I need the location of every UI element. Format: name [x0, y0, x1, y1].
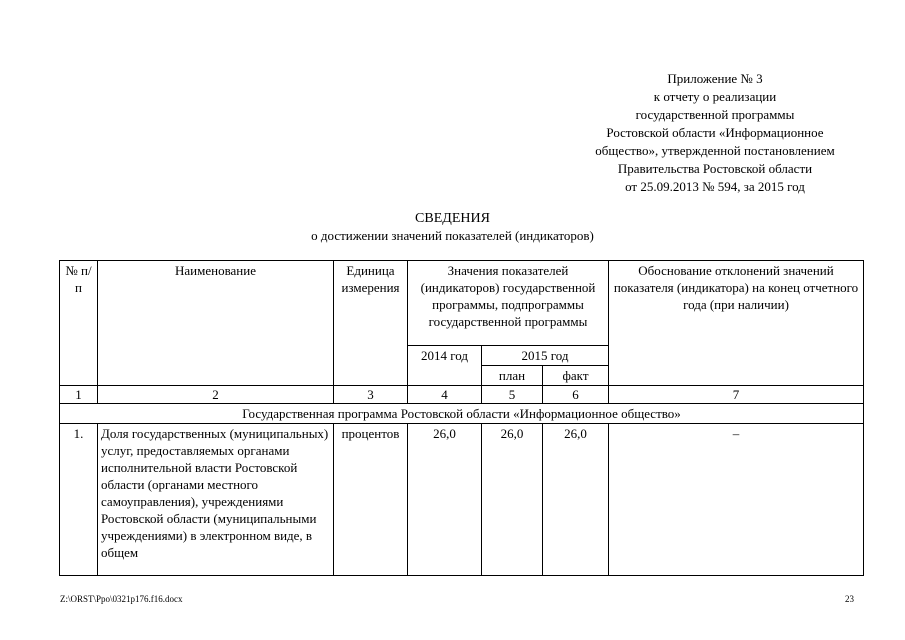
- row-unit: процентов: [334, 424, 408, 576]
- column-number: 7: [609, 386, 864, 404]
- column-number-row: [60, 386, 864, 404]
- row-reason: –: [609, 424, 864, 576]
- row-num: 1.: [60, 424, 98, 576]
- row-name-cell: [98, 424, 334, 576]
- appendix-note: [560, 70, 870, 196]
- file-path: Z:\ORST\Ppo\0321p176.f16.docx: [60, 594, 183, 604]
- row-name: Доля государственных (муниципальных) услуг, предоставляемых органами исполнительной власти Ростовской области (органами местного самоуправления), учреждениями Ростовской области (муниципальными учреждениями) в электронном виде, в общем: [101, 426, 329, 560]
- page-number: 23: [845, 594, 854, 604]
- appendix-line: Приложение № 3: [667, 71, 763, 86]
- header-name: Наименование: [98, 261, 334, 386]
- header-2014: 2014 год: [408, 346, 482, 386]
- header-row: [60, 261, 864, 346]
- indicators-table: [59, 260, 864, 576]
- column-number: 6: [543, 386, 609, 404]
- appendix-line: Ростовской области «Информационное: [606, 125, 824, 140]
- section-title: Государственная программа Ростовской области «Информационное общество»: [60, 404, 864, 424]
- header-num: № п/п: [60, 261, 98, 386]
- document-heading: [0, 210, 905, 244]
- column-number: 4: [408, 386, 482, 404]
- appendix-line: от 25.09.2013 № 594, за 2015 год: [625, 179, 805, 194]
- header-2015: 2015 год: [482, 346, 609, 366]
- column-number: 3: [334, 386, 408, 404]
- row-value-fact: 26,0: [543, 424, 609, 576]
- header-plan: план: [482, 366, 543, 386]
- header-values: Значения показателей (индикаторов) государственной программы, подпрограммы государственной программы: [408, 261, 609, 346]
- appendix-line: к отчету о реализации: [653, 89, 777, 104]
- appendix-line: государственной программы: [635, 107, 795, 122]
- column-number: 2: [98, 386, 334, 404]
- row-value-plan: 26,0: [482, 424, 543, 576]
- header-fact: факт: [543, 366, 609, 386]
- row-value-2014: 26,0: [408, 424, 482, 576]
- header-reason: Обоснование отклонений значений показателя (индикатора) на конец отчетного года (при наличии): [609, 261, 864, 386]
- section-row: [60, 404, 864, 424]
- appendix-line: Правительства Ростовской области: [617, 161, 813, 176]
- table-row: [60, 424, 864, 576]
- document-title: СВЕДЕНИЯ: [415, 211, 490, 226]
- document-subtitle: о достижении значений показателей (индикаторов): [311, 228, 594, 243]
- column-number: 1: [60, 386, 98, 404]
- column-number: 5: [482, 386, 543, 404]
- header-unit: Единица измерения: [334, 261, 408, 386]
- appendix-line: общество», утвержденной постановлением: [595, 143, 835, 158]
